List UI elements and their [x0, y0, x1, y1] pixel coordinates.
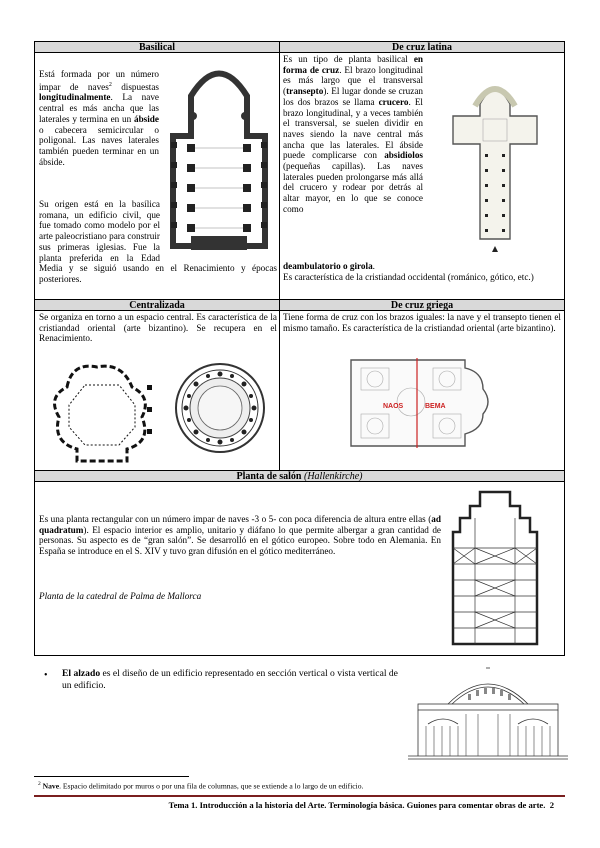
salon-header [35, 471, 564, 482]
cl-t5: (pequeñas capillas). Las naves laterales pueden prolongarse más allá del crucero y rodear por detrás al altar mayor, en lo que se conoce como [283, 161, 423, 214]
cl-t3: ). El lugar donde se cruzan los dos brazos se llama [283, 86, 423, 107]
basilical-text-a: Está formada por un número impar de naves [39, 69, 159, 92]
column-row [171, 142, 267, 232]
centralized-plan-octagon-figure [47, 357, 157, 467]
basilica-plan-figure [163, 56, 275, 256]
hall-church-plan-figure [445, 488, 545, 648]
bullet-dot: • [44, 670, 48, 681]
basilical-text-p1 [39, 69, 159, 167]
cruz-griega-text: Tiene forma de cruz con los brazos iguales: la nave y el transepto tienen el mismo tamaño. Es característica de la cristiandad oriental (arte bizantino). [283, 312, 561, 333]
cruz-latina-text-2 [283, 261, 561, 282]
centralized-plan-circle-figure [173, 360, 268, 460]
cl-t1: Es un tipo de planta basilical [283, 54, 414, 64]
basilical-text-d: o cabecera semicircular o poligonal. Las naves laterales también pueden terminar en un ábside. [39, 124, 159, 167]
footer-rule [34, 795, 565, 797]
cruz-griega-header: De cruz griega [280, 300, 564, 311]
column-divider [279, 42, 280, 470]
footnote-rule [34, 776, 189, 777]
salon-b1: ad quadratum [39, 514, 441, 535]
salon-t2: ). El espacio interior es amplio, unitario y diáfano lo que permite albergar a gran cantidad de personas. Su aspecto es de “gran salón”. Se desarrolló en el gótico europeo. Sobre todo en Alemania. En España se introduce en el S. XIV y tuvo gran difusión en el gótico mediterráneo. [39, 524, 441, 557]
footnote-definition: . Espacio delimitado por muros o por una fila de columnas, que se extiende a lo largo de un edificio. [59, 781, 364, 791]
content-table [34, 41, 565, 656]
cl-p2: Es característica de la cristiandad occidental (románico, gótico, etc.) [283, 271, 534, 282]
basilical-text-e: Su origen está en la basílica romana, un edificio civil, que fue tomado como modelo por el arte paleocristiano para construir sus primeras iglesias. Fue la planta preferida en la Edad Media y se siguió usando en el Renacimiento y épocas posteriores. [39, 199, 277, 284]
salon-header-main: Planta de salón [236, 471, 304, 482]
footer-title: Tema 1. Introducción a la historia del Arte. Terminología básica. Guiones para comentar obras de arte. [168, 800, 546, 810]
page-footer [34, 800, 554, 810]
alzado-bold: El alzado [62, 668, 101, 679]
basilical-bold-2: ábside [133, 113, 159, 124]
latin-cross-plan-figure [445, 74, 545, 254]
page-number: 2 [549, 800, 554, 810]
cl-b1: en forma de cruz [283, 54, 423, 75]
footnote [38, 780, 363, 791]
footnote-ref: 2 [108, 81, 112, 88]
greek-cross-plan-figure [343, 354, 503, 454]
naos-label: NAOS [383, 403, 404, 410]
cl-b2: transepto [286, 86, 324, 97]
basilical-header: Basilical [35, 42, 279, 53]
basilical-text-b: dispuestas [111, 81, 159, 92]
centralizada-text: Se organiza en torno a un espacio central. Es característica de la cristiandad oriental (arte bizantino). Se recupera en el Renacimiento. [39, 312, 277, 344]
cl-t4: . El brazo longitudinal, y a veces también el transversal, se suelen dividir en naves siendo la nave central más ancha que las laterales. El ábside puede complicarse con [283, 96, 423, 161]
alzado-text [62, 668, 407, 692]
centralizada-header: Centralizada [35, 300, 279, 311]
cruz-latina-text [283, 54, 423, 215]
salon-t1: Es una planta rectangular con un número impar de naves -3 o 5- con poca diferencia de altura entre ellas ( [39, 514, 432, 524]
cl-b4: absidiolos [384, 150, 423, 161]
footnote-number: 2 [38, 781, 41, 787]
basilical-text-c: . La nave central es más ancha que las laterales y termina en un [39, 92, 159, 124]
alzado-rest: es el diseño de un edificio representado en sección vertical o vista vertical de un edificio. [62, 668, 398, 691]
bema-label: BEMA [425, 403, 446, 410]
salon-text [39, 514, 441, 557]
cruz-latina-header: De cruz latina [280, 42, 564, 53]
cl-b3: crucero [378, 96, 409, 107]
elevation-drawing-figure [408, 664, 568, 762]
salon-header-italic: (Hallenkirche) [304, 471, 363, 482]
footnote-term: Nave [42, 781, 60, 791]
cl-t6: . [372, 261, 375, 271]
cl-b5: deambulatorio o girola [283, 261, 373, 271]
salon-caption: Planta de la catedral de Palma de Mallorca [39, 591, 202, 601]
basilical-bold-1: longitudinalmente [39, 92, 111, 103]
cl-t2: . El brazo longitudinal es más largo que el transversal ( [283, 64, 423, 97]
